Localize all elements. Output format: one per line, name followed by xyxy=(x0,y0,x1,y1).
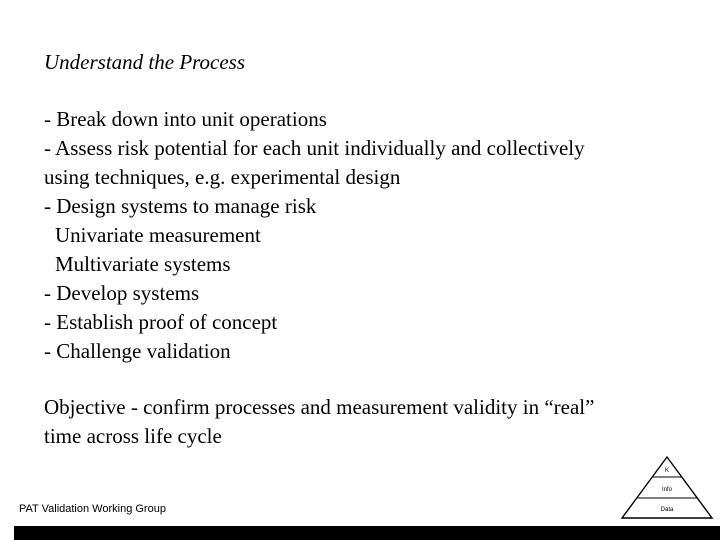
objective-line: Objective - confirm processes and measurement validity in “real” xyxy=(44,395,595,419)
sub-item: Multivariate systems xyxy=(55,252,231,276)
pyramid-label-top: K xyxy=(664,468,670,474)
footer-label: PAT Validation Working Group xyxy=(19,503,166,515)
bullet-item: - Establish proof of concept xyxy=(44,310,278,334)
bullet-item: - Develop systems xyxy=(44,281,200,305)
objective-line: time across life cycle xyxy=(44,424,222,448)
objective-text xyxy=(44,393,684,451)
bullet-item: - Break down into unit operations xyxy=(44,107,327,131)
bullet-item-continuation: using techniques, e.g. experimental design xyxy=(44,165,401,189)
slide-title: Understand the Process xyxy=(44,50,246,74)
bullet-item: - Challenge validation xyxy=(44,339,231,363)
knowledge-pyramid-icon xyxy=(620,455,714,521)
pyramid-label-bottom: Data xyxy=(660,507,674,513)
bullet-list xyxy=(44,105,684,366)
pyramid-label-middle: Info xyxy=(661,487,673,493)
bullet-item: - Assess risk potential for each unit individually and collectively xyxy=(44,136,585,160)
sub-item: Univariate measurement xyxy=(55,223,261,247)
bullet-item: - Design systems to manage risk xyxy=(44,194,317,218)
footer-bar xyxy=(14,526,720,540)
